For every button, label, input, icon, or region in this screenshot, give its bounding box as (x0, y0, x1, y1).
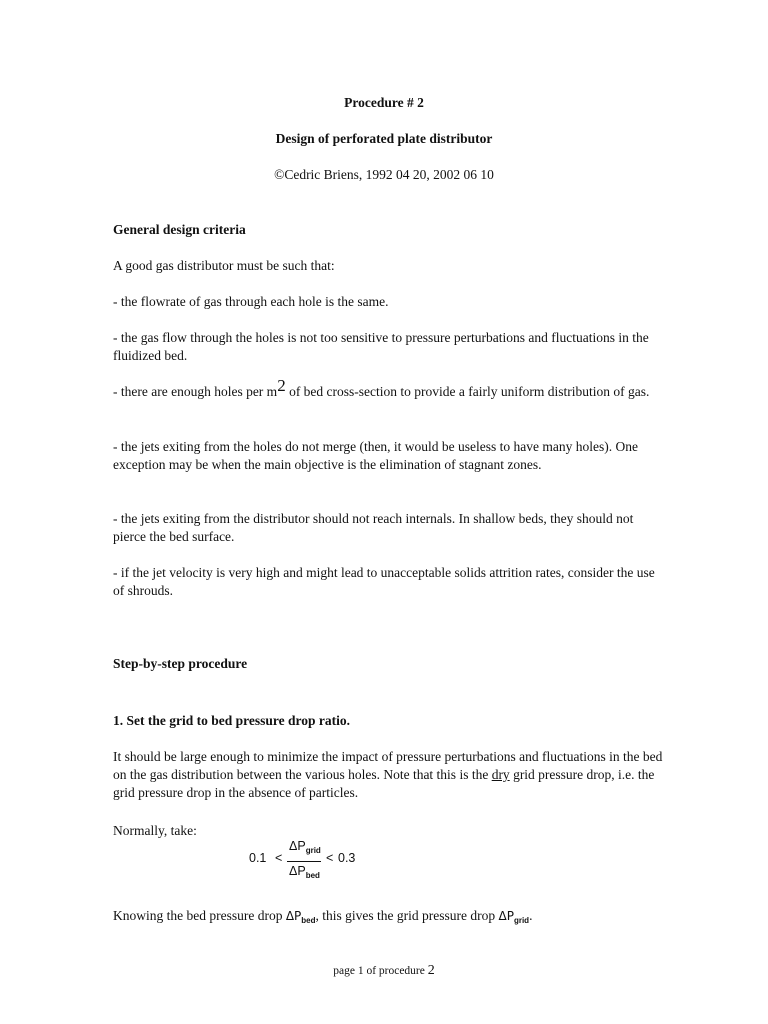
page-footer: page 1 of procedure 2 (333, 963, 435, 978)
knowing-sentence: Knowing the bed pressure drop $\Delta P_{bed}$, this gives the grid pressure drop $\Delta P_{grid}$. (113, 908, 533, 925)
intro-text: A good gas distributor must be such that: (113, 258, 335, 273)
criterion-4: - the jets exiting from the holes do not merge (then, it would be useless to have many holes). One exception may be when the main objective is the elimination of stagnant zones. (113, 439, 639, 472)
criterion-1: - the flowrate of gas through each hole is the same. (113, 294, 389, 309)
fraction-bar (287, 861, 321, 862)
step-1-text: It should be large enough to minimize the impact of pressure perturbations and fluctuations in the bed on the gas distribution between the various holes. Note that this is the dry grid pressure drop, i.e. the grid pressure drop in the absence of particles. (113, 749, 663, 800)
copyright-line: ©Cedric Briens, 1992 04 20, 2002 06 10 (274, 167, 494, 182)
section-heading-general: General design criteria (113, 222, 246, 237)
document-subtitle: Design of perforated plate distributor (275, 131, 493, 146)
criterion-5: - the jets exiting from the distributor should not reach internals. In shallow beds, they should not pierce the bed surface. (113, 511, 634, 544)
document-page: Procedure # 2 Design of perforated plate distributor ©Cedric Briens, 1992 04 20, 2002 06 10 General design criteria A good gas distributor must be such that: - the flowrate of gas through each hole is the same. - the gas flow through the holes is not too sensitive to pressure perturbations and fluctuations in the fluidized bed. - there are enough holes per $m^2$ of bed cross-section to provide a fairly uniform distribution of gas. - the jets exiting from the holes do not merge (then, it would be useless to have many holes). One exception may be when the main objective is the elimination of stagnant zones. - the jets exiting from the distributor should not reach internals. In shallow beds, they should not pierce the bed surface. - if the jet velocity is very high and might lead to unacceptable solids attrition rates, consider the use of shrouds. Step-by-step procedure 1. Set the grid to bed pressure drop ratio. It should be large enough to minimize the impact of pressure perturbations and fluctuations in the bed on the gas distribution between the various holes. Note that this is the dry grid pressure drop, i.e. the grid pressure drop in the absence of particles. Normally, take: 0.1 < $\Delta P_{grid}$ $\Delta P_{bed}$ < 0.3 Knowing the bed pressure drop $\Delta P_{bed}$, this gives the grid pressure drop $\Delta P_{grid}$. page 1 of procedure 2 (0, 0, 768, 1024)
step-1-title: 1. Set the grid to bed pressure drop ratio. (113, 713, 351, 728)
criterion-2: - the gas flow through the holes is not too sensitive to pressure perturbations and fluctuations in the fluidized bed. (113, 330, 649, 363)
superscript-2: 2 (277, 376, 286, 395)
section-heading-steps: Step-by-step procedure (113, 656, 248, 671)
criterion-3: - there are enough holes per $m^2$ of bed cross-section to provide a fairly uniform distribution of gas. (113, 376, 650, 399)
criterion-6: - if the jet velocity is very high and might lead to unacceptable solids attrition rates, consider the use of shrouds. (113, 565, 655, 598)
document-title: Procedure # 2 (344, 95, 424, 110)
dry-underlined: dry (491, 767, 510, 782)
normally-take: Normally, take: (113, 823, 197, 838)
